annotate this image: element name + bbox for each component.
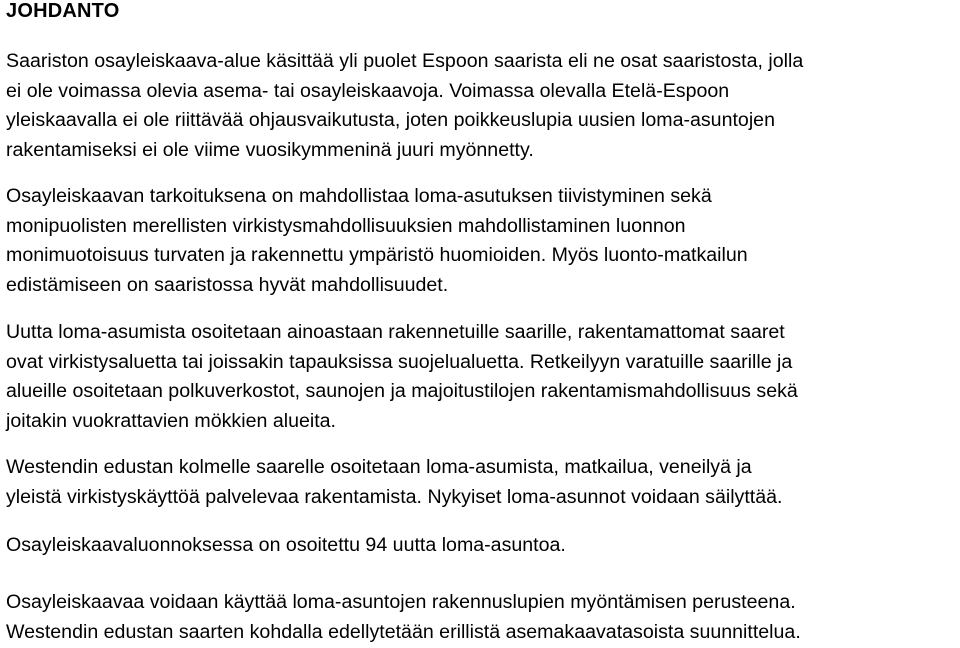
text-line: Westendin edustan kolmelle saarelle osoitetaan loma-asumista, matkailua, veneilyä ja	[6, 456, 752, 478]
paragraph-westend	[6, 453, 958, 512]
text-line: Osayleiskaavaluonnoksessa on osoitettu 94 uutta loma-asuntoa.	[6, 534, 566, 556]
text-line: alueille osoitetaan polkuverkostot, saunojen ja majoitustilojen rakentamismahdollisuus sekä	[6, 380, 798, 402]
text-line: ei ole voimassa olevia asema- tai osayleiskaavoja. Voimassa olevalla Etelä-Espoon	[6, 79, 730, 102]
text-line: joitakin vuokrattavien mökkien alueita.	[6, 409, 337, 432]
paragraph-permits	[6, 588, 958, 647]
text-line: Osayleiskaavaa voidaan käyttää loma-asuntojen rakennuslupien myöntämisen perusteena.	[6, 591, 796, 613]
text-line: yleiskaavalla ei ole riittävää ohjausvaikutusta, joten poikkeuslupia uusien loma-asuntojen	[6, 109, 775, 131]
text-line: Osayleiskaavan tarkoituksena on mahdollistaa loma-asutuksen tiivistyminen sekä	[6, 185, 712, 207]
text-line: edistämiseen on saaristossa hyvät mahdollisuudet.	[6, 273, 449, 296]
text-line: Westendin edustan saarten kohdalla edellytetään erillistä asemakaavatasoista suunnittelua.	[6, 620, 801, 643]
text-line: ovat virkistysaluetta tai joissakin tapauksissa suojelualuetta. Retkeilyyn varatuille saarille ja	[6, 350, 793, 373]
paragraph-count	[6, 531, 958, 561]
text-line: rakentamiseksi ei ole viime vuosikymmeninä juuri myönnetty.	[6, 138, 534, 161]
text-line: Saariston osayleiskaava-alue käsittää yli puolet Espoon saarista eli ne osat saaristosta, jolla	[6, 50, 804, 72]
paragraph-intro	[6, 47, 958, 165]
page-title: JOHDANTO	[6, 0, 120, 22]
paragraph-purpose	[6, 182, 958, 300]
text-line: monimuotoisuus turvaten ja rakennettu ympäristö huomioiden. Myös luonto-matkailun	[6, 244, 748, 266]
text-line: yleistä virkistyskäyttöä palvelevaa rakentamista. Nykyiset loma-asunnot voidaan säilyttää.	[6, 485, 783, 508]
text-line: monipuolisten merellisten virkistysmahdollisuuksien mahdollistaminen luonnon	[6, 214, 686, 237]
text-line: Uutta loma-asumista osoitetaan ainoastaan rakennetuille saarille, rakentamattomat saaret	[6, 321, 785, 343]
paragraph-new-housing	[6, 318, 958, 436]
